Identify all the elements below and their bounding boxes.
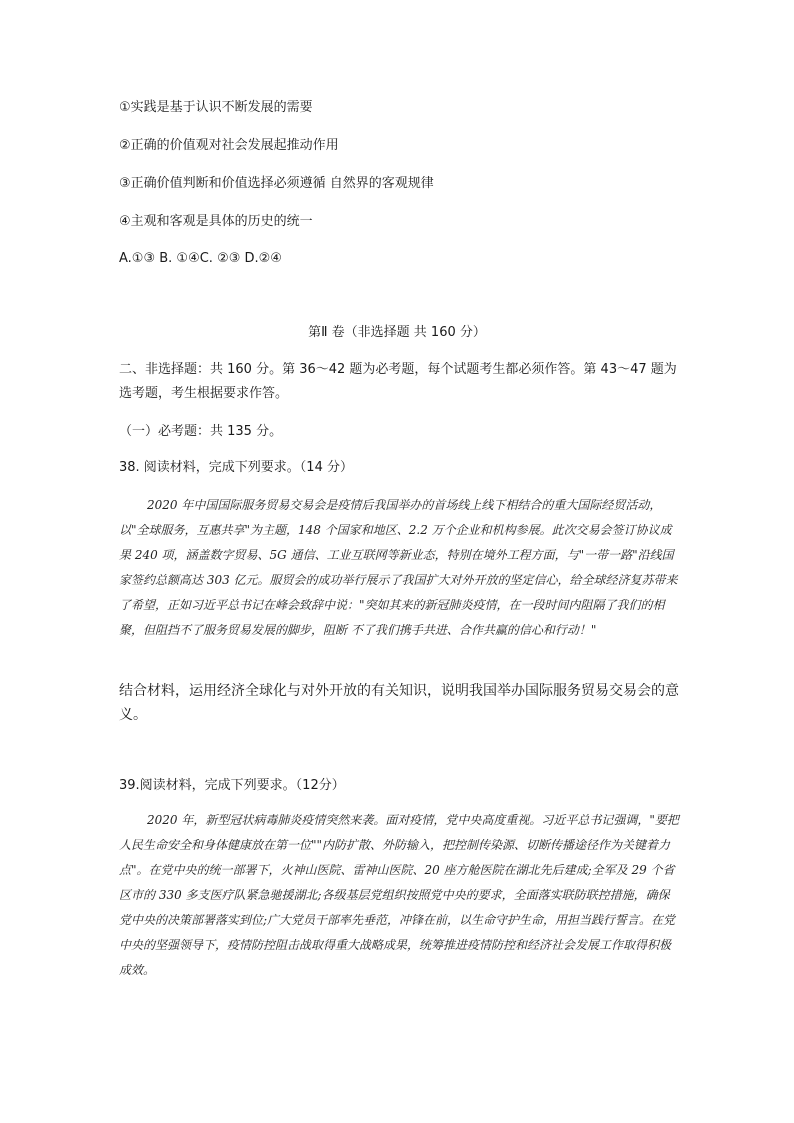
option-3: ③正确价值判断和价值选择必须遵循 自然界的客观规律 (119, 176, 434, 191)
subsection-heading: （一）必考题：共 135 分。 (119, 424, 283, 439)
section-title: 第Ⅱ 卷（非选择题 共 160 分） (308, 325, 486, 340)
q39-material: 2020 年，新型冠状病毒肺炎疫情突然来袭。面对疫情，党中央高度重视。习近平总书记强调，"要把人民生命安全和身体健康放在第一位""内防扩散、外防输入，把控制传染源、切断传播途径作为关键着力点"。在党中央的统一部署下，火神山医院、雷神山医院、20 座方舱医院在湖北先后建成;全军及 29 个省区市的 330 多支医疗队紧急驰援湖北;各级基层党组织按照党中央的要求，全面落实联防联控措施，确保党中央的决策部署落实到位;广大党员干部率先垂范，冲锋在前，以生命守护生命，用担当践行誓言。在党中央的坚强领导下，疫情防控阻击战取得重大战略成果，统筹推进疫情防控和经济社会发展工作取得积极成效。 (119, 813, 679, 977)
answer-choices: A.①③ B. ①④C. ②③ D.②④ (119, 251, 282, 266)
option-4: ④主观和客观是具体的历史的统一 (119, 214, 313, 229)
option-2: ②正确的价值观对社会发展起推动作用 (119, 138, 339, 153)
q38-heading: 38. 阅读材料，完成下列要求。（14 分） (119, 460, 353, 475)
q38-material: 2020 年中国国际服务贸易交易会是疫情后我国举办的首场线上线下相结合的重大国际经贸活动，以"全球服务，互惠共享"为主题，148 个国家和地区、2.2 万个企业和机构参展。此次交易会签订协议成果 240 项，涵盖数字贸易、5G 通信、工业互联网等新业态，特别在境外工程方面，与"一带一路"沿线国家签约总额高达 303 亿元。服贸会的成功举行展示了我国扩大对外开放的坚定信心，给全球经济复苏带来了希望，正如习近平总书记在峰会致辞中说："突如其来的新冠肺炎疫情，在一段时间内阻隔了我们的相聚，但阻挡不了服务贸易发展的脚步，阻断 不了我们携手共进、合作共赢的信心和行动！" (119, 498, 678, 637)
section-intro: 二、非选择题：共 160 分。第 36～42 题为必考题，每个试题考生都必须作答。第 43～47 题为选考题，考生根据要求作答。 (119, 362, 677, 401)
option-1: ①实践是基于认识不断发展的需要 (119, 100, 313, 115)
q38-question: 结合材料，运用经济全球化与对外开放的有关知识，说明我国举办国际服务贸易交易会的意义。 (119, 683, 679, 723)
q39-heading: 39.阅读材料，完成下列要求。（12分） (119, 778, 345, 793)
